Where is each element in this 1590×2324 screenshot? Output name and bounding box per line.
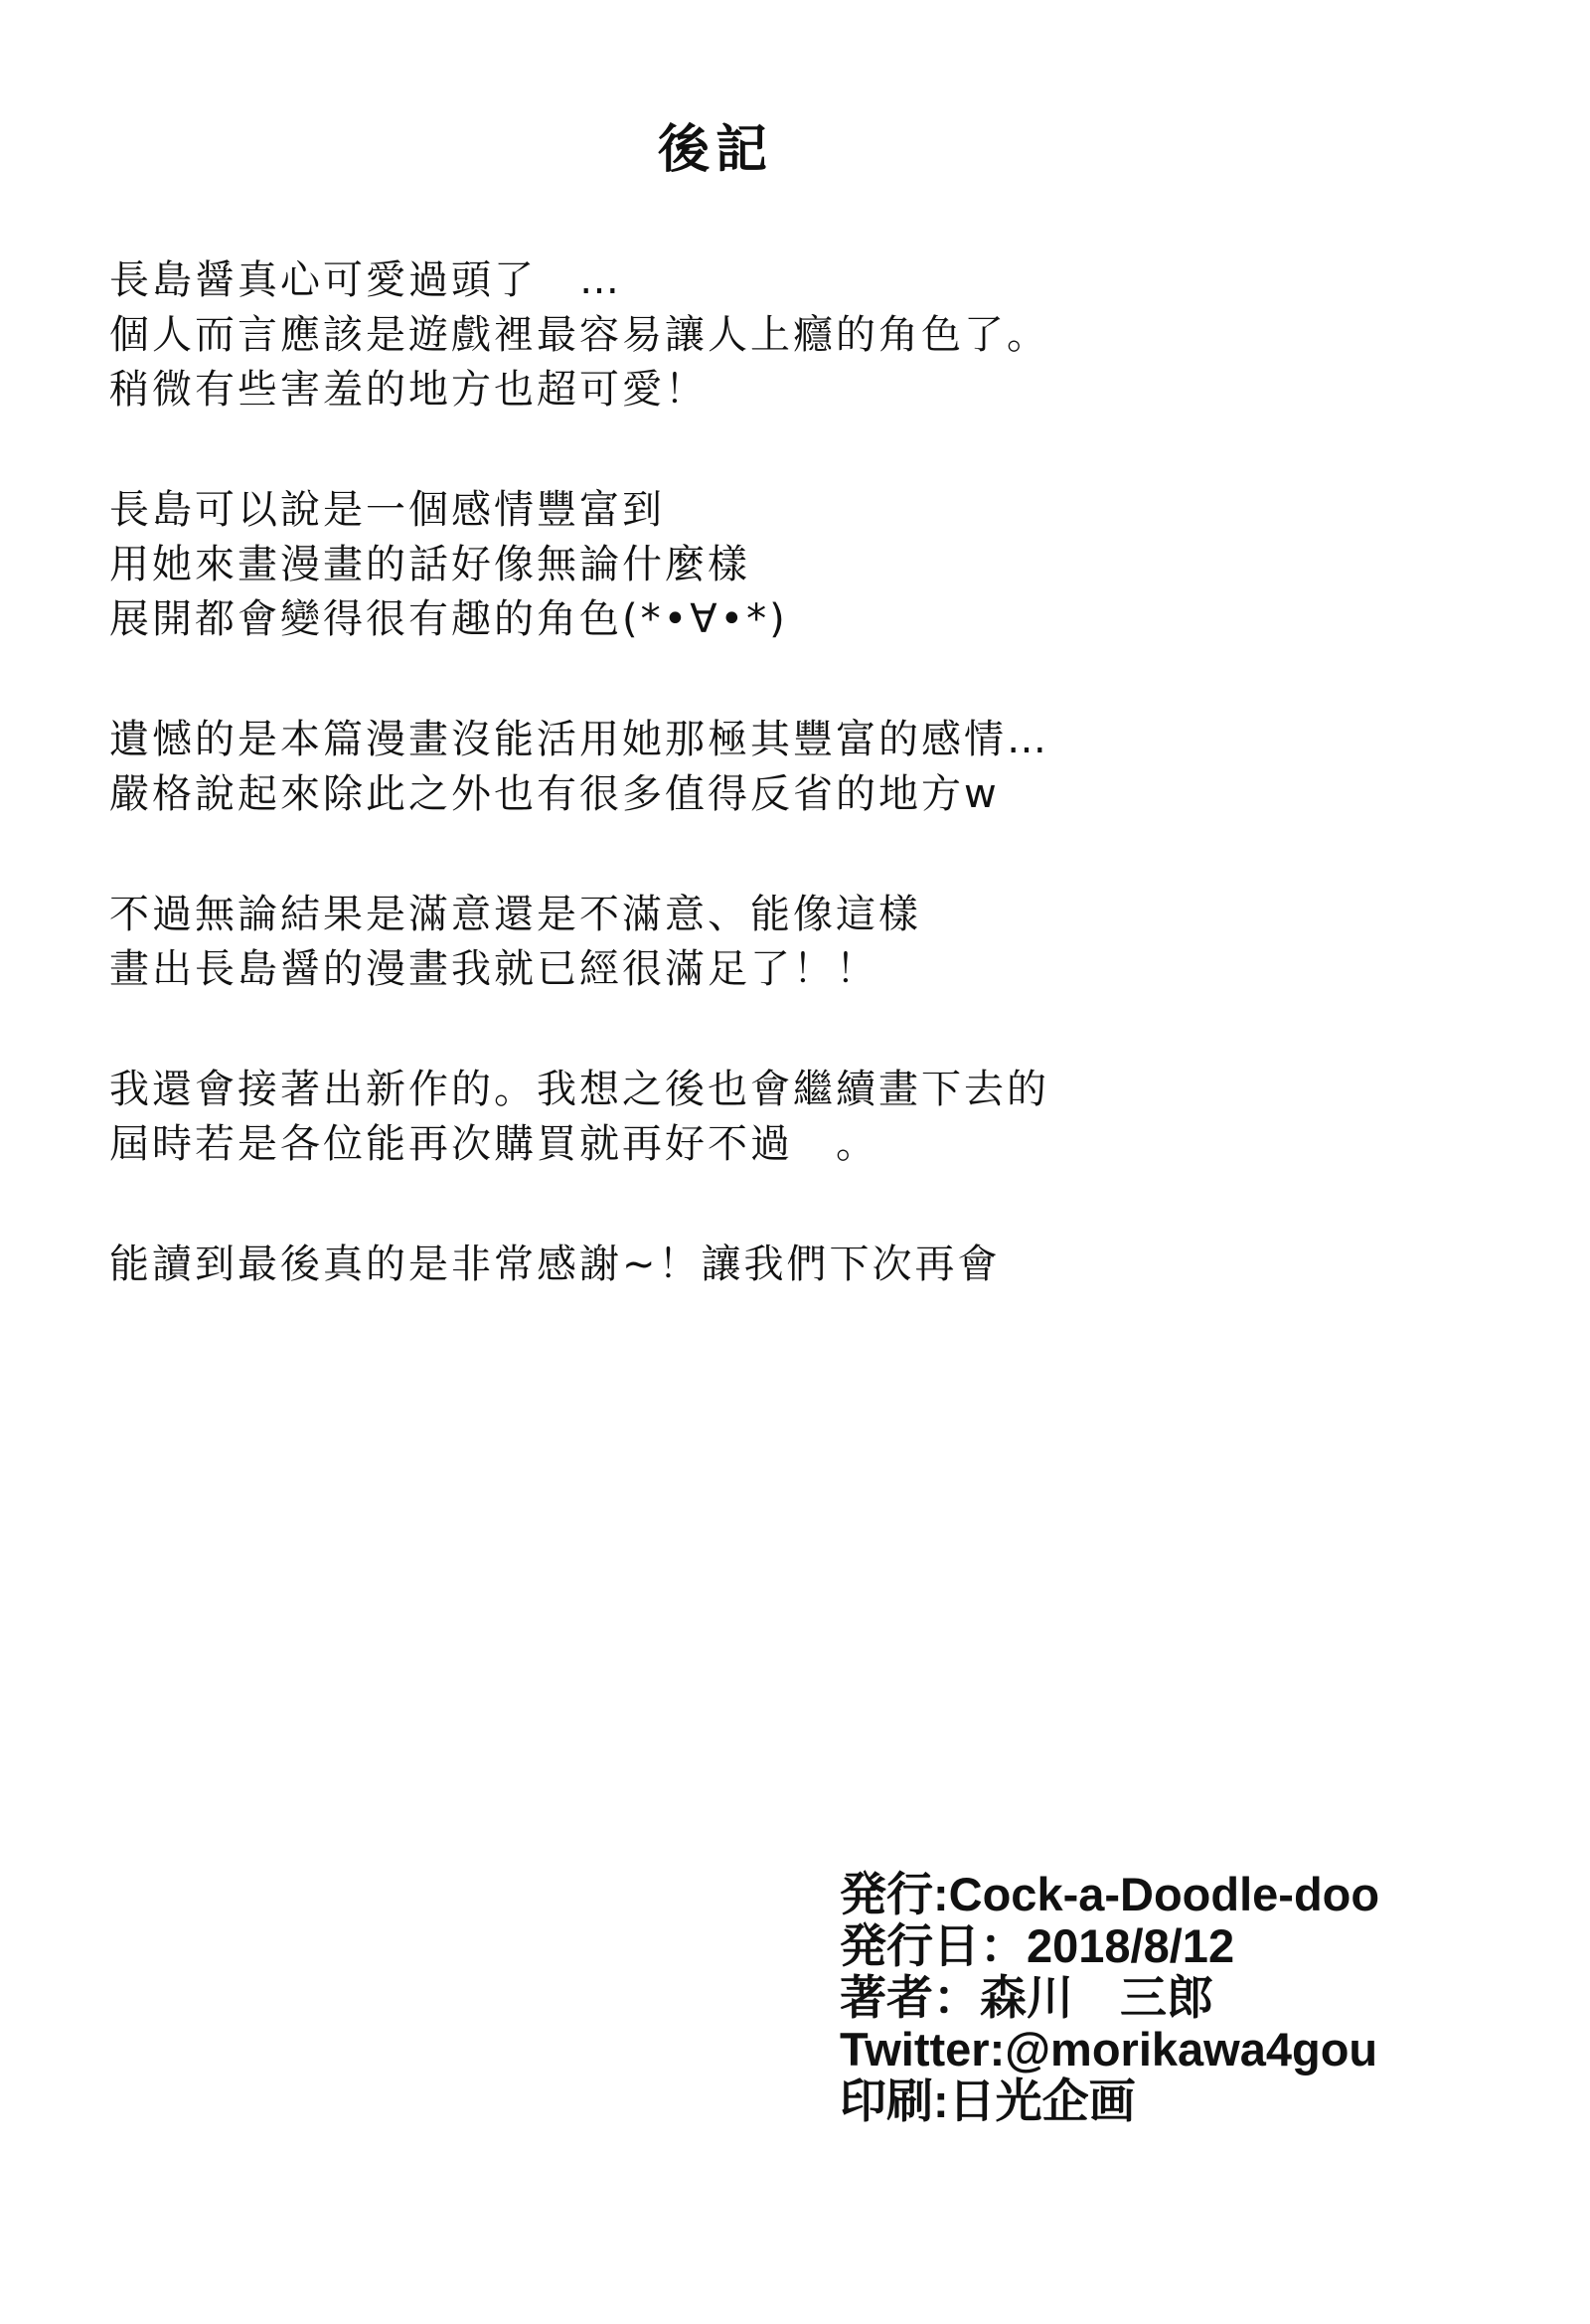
text-line: 遺憾的是本篇漫畫沒能活用她那極其豐富的感情… [109, 717, 1049, 762]
colophon-publisher: 発行:Cock-a-Doodle-doo [840, 1868, 1380, 1920]
text-line: 個人而言應該是遊戲裡最容易讓人上癮的角色了。 [109, 312, 1049, 358]
colophon [840, 1869, 1535, 2127]
text-line: 不過無論結果是滿意還是不滿意、能像這樣 [109, 892, 921, 937]
text-line: 嚴格說起來除此之外也有很多值得反省的地方w [109, 771, 1000, 817]
text-line: 展開都會變得很有趣的角色(*•∀•*) [109, 596, 788, 642]
text-line: 我還會接著出新作的。我想之後也會繼續畫下去的 [109, 1067, 1049, 1112]
text-line: 畫出長島醤的漫畫我就已經很滿足了！！ [109, 946, 878, 992]
text-line: 長島醤真心可愛過頭了 … [109, 257, 622, 303]
paragraph-1 [109, 253, 1352, 417]
text-line: 能讀到最後真的是非常感謝~！讓我們下次再會 [109, 1242, 1001, 1287]
paragraph-2 [109, 483, 1352, 647]
paragraph-4 [109, 888, 1352, 997]
text-line: 屆時若是各位能再次購買就再好不過 。 [109, 1121, 878, 1167]
afterword-body [109, 253, 1352, 1358]
paragraph-6 [109, 1238, 1352, 1292]
text-line: 長島可以說是一個感情豐富到 [109, 487, 665, 533]
text-line: 稍微有些害羞的地方也超可愛！ [109, 367, 708, 413]
colophon-twitter: Twitter:@morikawa4gou [840, 2023, 1378, 2075]
text-line: 用她來畫漫畫的話好像無論什麼樣 [109, 542, 750, 587]
colophon-author: 著者：森川 三郎 [840, 1971, 1213, 2024]
paragraph-3 [109, 713, 1352, 822]
colophon-printer: 印刷:日光企画 [840, 2075, 1136, 2127]
paragraph-5 [109, 1063, 1352, 1172]
page-title: 後記 [657, 120, 773, 180]
colophon-date: 発行日：2018/8/12 [840, 1919, 1235, 1972]
